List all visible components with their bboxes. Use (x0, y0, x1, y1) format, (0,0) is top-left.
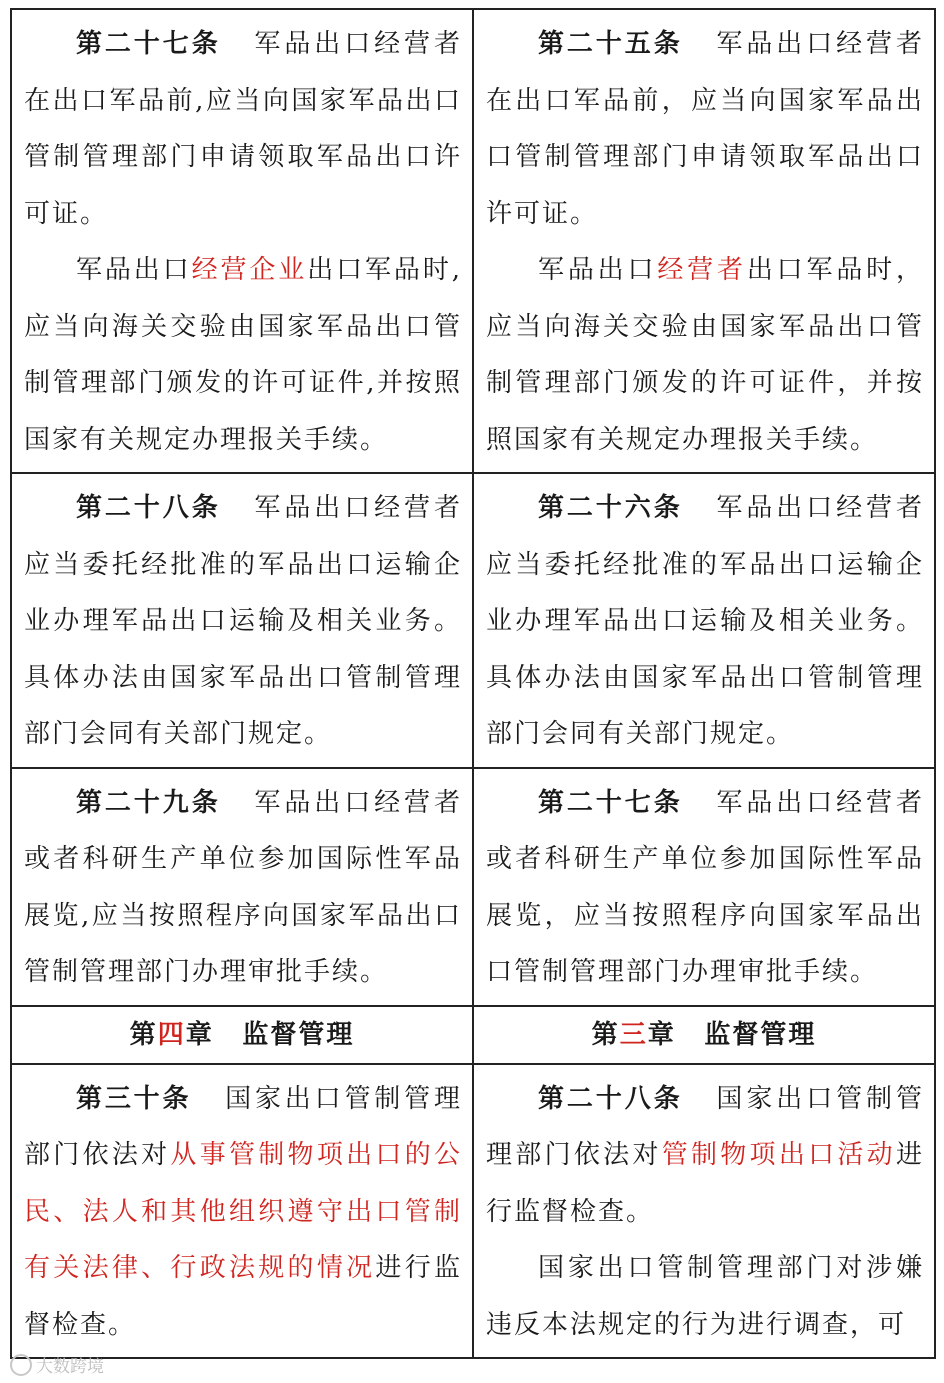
chapter-number: 三 (619, 1019, 648, 1050)
article-text: 军品出口经营者应当委托经批准的军品出口运输企业办理军品出口运输及相关业务。具体办法由国家军品出口管制管理部门会同有关部门规定。 (486, 493, 924, 749)
article-paragraph (24, 1071, 462, 1354)
article-paragraph (24, 16, 462, 242)
left-column-cell (11, 768, 473, 1006)
article-number: 第二十六条 (538, 493, 683, 523)
article-text: 军品出口经营者在出口军品前,应当向国家军品出口管制管理部门申请领取军品出口许可证。 (24, 29, 462, 229)
watermark (10, 1352, 104, 1377)
table-row (11, 1006, 935, 1064)
article-number: 第二十八条 (538, 1083, 683, 1114)
chapter-number: 四 (157, 1019, 186, 1050)
article-paragraph (24, 242, 462, 468)
right-column-cell (473, 1006, 935, 1064)
left-column-cell (11, 1064, 473, 1359)
article-text: 国家出口管制管理部门依法对 (486, 1083, 924, 1170)
article-paragraph (486, 775, 924, 1001)
article-text: 军品出口 (538, 255, 658, 285)
right-column-cell (473, 9, 935, 473)
article-text: 出口军品时,应当向海关交验由国家军品出口管制管理部门颁发的许可证件,并按照国家有关规定办理报关手续。 (24, 255, 462, 455)
article-text: 进行监督检查。 (486, 1140, 924, 1227)
article-paragraph (486, 16, 924, 242)
article-paragraph (486, 1240, 924, 1353)
article-text: 军品出口经营者或者科研生产单位参加国际性军品展览,应当按照程序向国家军品出口管制管理部门办理审批手续。 (24, 787, 462, 987)
chapter-suffix: 章 (185, 1019, 214, 1050)
table-row (11, 1064, 935, 1359)
article-text: 军品出口经营者在出口军品前，应当向国家军品出口管制管理部门申请领取军品出口许可证。 (486, 29, 924, 229)
article-number: 第二十七条 (538, 787, 683, 818)
left-column-cell (11, 9, 473, 473)
article-text: 国家出口管制管理部门依法对 (24, 1083, 462, 1170)
article-text: 军品出口 (76, 255, 192, 285)
article-paragraph (486, 480, 924, 763)
chapter-prefix: 第 (129, 1019, 158, 1050)
article-number: 第二十八条 (76, 493, 221, 523)
chapter-prefix: 第 (591, 1019, 620, 1050)
article-text: 出口军品时，应当向海关交验由国家军品出口管制管理部门颁发的许可证件，并按照国家有关规定办理报关手续。 (486, 255, 924, 455)
article-text: 军品出口经营者或者科研生产单位参加国际性军品展览，应当按照程序向国家军品出口管制管理部门办理审批手续。 (486, 787, 924, 987)
left-column-cell (11, 1006, 473, 1064)
right-column-cell (473, 1064, 935, 1359)
article-number: 第二十七条 (76, 29, 221, 59)
article-number: 第二十九条 (76, 787, 221, 818)
right-column-cell (473, 473, 935, 768)
highlighted-text: 管制物项出口活动 (661, 1140, 896, 1170)
highlighted-text: 从事管制物项出口的公民、法人和其他组织遵守出口管制有关法律、行政法规的情况 (24, 1140, 462, 1283)
article-text: 进行监督检查。 (24, 1253, 462, 1340)
table-row (11, 768, 935, 1006)
chapter-title: 监督管理 (242, 1019, 355, 1050)
watermark-text: 大数跨境 (36, 1357, 104, 1377)
article-paragraph (486, 242, 924, 468)
table-row (11, 9, 935, 473)
highlighted-text: 经营者 (657, 255, 747, 285)
article-text: 军品出口经营者应当委托经批准的军品出口运输企业办理军品出口运输及相关业务。具体办法由国家军品出口管制管理部门会同有关部门规定。 (24, 493, 462, 749)
article-paragraph (24, 480, 462, 763)
right-column-cell (473, 768, 935, 1006)
highlighted-text: 经营企业 (191, 255, 308, 285)
comparison-table (10, 8, 936, 1359)
table-row (11, 473, 935, 768)
article-paragraph (486, 1071, 924, 1241)
article-text: 国家出口管制管理部门对涉嫌违反本法规定的行为进行调查，可 (486, 1253, 924, 1340)
chapter-title: 监督管理 (704, 1019, 817, 1050)
article-number: 第三十条 (76, 1083, 192, 1114)
left-column-cell (11, 473, 473, 768)
chapter-suffix: 章 (647, 1019, 676, 1050)
article-number: 第二十五条 (538, 29, 683, 59)
article-paragraph (24, 775, 462, 1001)
weibo-logo-icon (10, 1354, 32, 1376)
